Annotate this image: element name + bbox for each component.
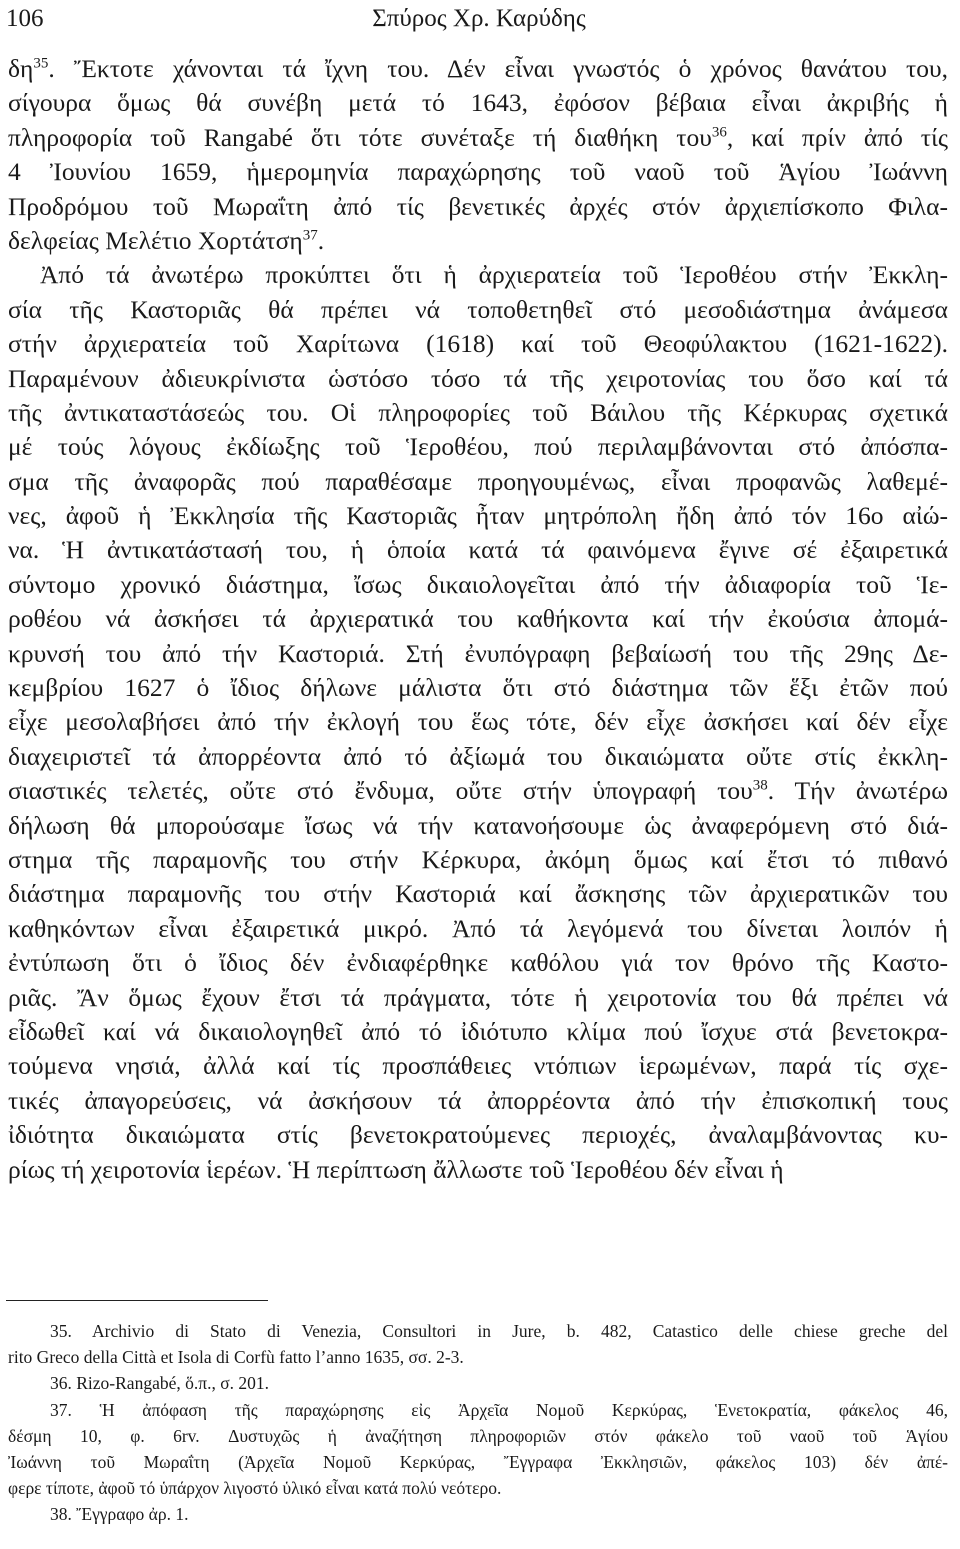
text-line (8, 740, 948, 774)
footnote-line: 37. Ἡ ἀπόφαση τῆς παραχώρησης εἰς Ἀρχεῖα Νομοῦ Κερκύρας, Ἑνετοκρατία, φάκελος 46, (50, 1399, 948, 1420)
text-line (8, 1015, 948, 1049)
text-line (8, 1118, 948, 1152)
line-text: σιαστικές τελετές, οὔτε στό ἔνδυμα, οὔτε στήν ὑπογραφή του (8, 776, 753, 806)
text-line (8, 224, 948, 258)
line-text: ριᾶς. Ἄν ὅμως ἔχουν ἔτσι τά πράγματα, τότε ἡ χειροτονία του θά πρέπει νά (8, 982, 948, 1012)
text-line (8, 396, 948, 430)
text-line (8, 86, 948, 120)
footnote-ref: 35 (33, 55, 49, 72)
line-text: καθηκόντων εἶναι ἐξαιρετικά μικρό. Ἀπό τά λεγόμενά του δίνεται λοιπόν ἡ (8, 913, 948, 943)
text-line (8, 155, 948, 189)
line-text: τικές ἀπαγορεύσεις, νά ἀσκήσουν τά ἀπορρέοντα ἀπό τήν ἐπισκοπική τους (8, 1085, 948, 1115)
text-line (8, 1153, 948, 1187)
line-text: ἰδιότητα δικαιώματα στίς βενετοκρατούμενες περιοχές, ἀναλαμβάνοντας κυ- (8, 1120, 948, 1150)
text-line (8, 293, 948, 327)
footnote-line: 36. Rizo-Rangabé, ὅ.π., σ. 201. (50, 1373, 269, 1394)
line-text: σίγουρα ὅμως θά συνέβη μετά τό 1643, ἐφόσον βέβαια εἶναι ἀκριβής ἡ (8, 88, 948, 118)
text-line (8, 981, 948, 1015)
text-line (8, 465, 948, 499)
footnote-ref: 38 (752, 777, 768, 794)
text-line (8, 533, 948, 567)
text-line (8, 1049, 948, 1083)
text-line (8, 258, 948, 292)
page-number: 106 (6, 5, 44, 32)
footnote-separator (6, 1300, 268, 1301)
line-text: ρίως τή χειροτονία ἱερέων. Ἡ περίπτωση ἄλλωστε τοῦ Ἱεροθέου δέν εἶναι ἡ (8, 1154, 784, 1184)
text-line (8, 843, 948, 877)
line-text: δήλωση θά μπορούσαμε ἴσως νά τήν κατανοήσουμε ὡς ἀναφερόμενη στό διά- (8, 810, 948, 840)
text-line (8, 946, 948, 980)
text-line (8, 637, 948, 671)
line-text-continued: , καί πρίν ἀπό τίς (726, 122, 948, 152)
line-text: δελφείας Μελέτιο Χορτάτση (8, 225, 303, 255)
running-head: Σπύρος Χρ. Καρύδης (372, 5, 586, 32)
footnote-line: φερε τίποτε, ἀφοῦ τό ὑπάρχον λιγοστό ὑλικό εἶναι κατά πολύ νεότερο. (8, 1478, 502, 1499)
line-text: διαχειριστεῖ τά ἀπορρέοντα ἀπό τό ἀξίωμά του δικαιώματα οὔτε στίς ἐκκλη- (8, 741, 948, 771)
text-line (8, 671, 948, 705)
line-text: Προδρόμου τοῦ Μωραΐτη ἀπό τίς βενετικές ἀρχές στόν ἀρχιεπίσκοπο Φιλα- (8, 191, 948, 221)
text-line (8, 327, 948, 361)
line-text: νες, ἀφοῦ ἡ Ἐκκλησία τῆς Καστοριᾶς ἦταν μητρόπολη ἤδη ἀπό τόν 16ο αἰώ- (8, 501, 948, 531)
text-line (8, 362, 948, 396)
text-line (8, 430, 948, 464)
line-text: τῆς ἀντικαταστάσεώς του. Οἱ πληροφορίες τοῦ Βάιλου τῆς Κέρκυρας σχετικά (8, 397, 948, 427)
line-text: σία τῆς Καστοριᾶς θά πρέπει νά τοποθετηθεῖ στό μεσοδιάστημα ἀνάμεσα (8, 294, 948, 324)
footnote-ref: 37 (302, 227, 318, 244)
footnote-line: rito Greco della Città et Isola di Corfù fatto l’anno 1635, σσ. 2-3. (8, 1347, 464, 1368)
text-line (8, 190, 948, 224)
line-text: κεμβρίου 1627 ὁ ἴδιος δήλωνε μάλιστα ὅτι στό διάστημα τῶν ἕξι ἐτῶν πού (8, 673, 948, 703)
line-text: στημα τῆς παραμονῆς του στήν Κέρκυρα, ἀκόμη ὅμως καί ἔτσι τό πιθανό (8, 844, 948, 874)
footnote-line: δέσμη 10, φ. 6rv. Δυστυχῶς ἡ ἀναζήτηση πληροφοριῶν στόν φάκελο τοῦ ναοῦ τοῦ Ἁγίου (8, 1425, 948, 1446)
line-text: ἐντύπωση ὅτι ὁ ἴδιος δέν ἐνδιαφέρθηκε καθόλου γιά τον θρόνο τῆς Καστο- (8, 948, 948, 978)
text-line (8, 912, 948, 946)
text-line (8, 1084, 948, 1118)
footnote-line: Ἰωάννη τοῦ Μωραΐτη (Ἀρχεῖα Νομοῦ Κερκύρας, Ἔγγραφα Ἐκκλησιῶν, φάκελος 103) δέν ἀπέ- (8, 1451, 948, 1472)
line-text: τούμενα νησιά, ἀλλά καί τίς προσπάθειες ντόπιων ἱερωμένων, παρά τίς σχε- (8, 1051, 948, 1081)
line-text-continued: . (317, 225, 325, 255)
line-text: μέ τούς λόγους ἐκδίωξης τοῦ Ἱεροθέου, πού περιλαμβάνονται στό ἀπόσπα- (8, 432, 948, 462)
footnote-line: 38. Ἔγγραφο ἀρ. 1. (50, 1504, 189, 1525)
line-text: σμα τῆς ἀναφορᾶς πού παραθέσαμε προηγουμένως, εἶναι προφανῶς λαθεμέ- (8, 466, 948, 496)
footnote-line: 35. Archivio di Stato di Venezia, Consultori in Jure, b. 482, Catastico delle chiese greche del (50, 1321, 948, 1341)
text-line (8, 877, 948, 911)
line-text: 4 Ἰουνίου 1659, ἡμερομηνία παραχώρησης τοῦ ναοῦ τοῦ Ἁγίου Ἰωάννη (8, 157, 948, 187)
line-text-continued: . Τήν ἀνωτέρω (767, 776, 948, 806)
line-text: στήν ἀρχιερατεία τοῦ Χαρίτωνα (1618) καί τοῦ Θεοφύλακτου (1621-1622). (8, 329, 948, 359)
text-line (8, 121, 948, 155)
line-text: να. Ἡ ἀντικατάστασή του, ἡ ὁποία κατά τά φαινόμενα ἔγινε σέ ἐξαιρετικά (8, 535, 948, 565)
line-text: πληροφορία τοῦ Rangabé ὅτι τότε συνέταξε τή διαθήκη του (8, 122, 712, 152)
line-text: Παραμένουν ἀδιευκρίνιστα ὡστόσο τόσο τά τῆς χειροτονίας του ὅσο καί τά (8, 363, 948, 393)
text-line (8, 774, 948, 808)
line-text-continued: . Ἔκτοτε χάνονται τά ἴχνη του. Δέν εἶναι γνωστός ὁ χρόνος θανάτου του, (48, 54, 948, 83)
footnotes (8, 1318, 948, 1528)
page-header (6, 2, 952, 36)
text-line (8, 52, 948, 86)
line-text: διάστημα παραμονῆς του στήν Καστοριά καί ἄσκησης τῶν ἀρχιερατικῶν του (8, 879, 948, 909)
line-text: ροθέου νά ἀσκήσει τά ἀρχιερατικά του καθήκοντα καί τήν ἐκούσια ἀπομά- (8, 604, 948, 634)
line-text: κρυνσή του ἀπό τήν Καστοριά. Στή ἐνυπόγραφη βεβαίωσή του τῆς 29ης Δε- (8, 638, 948, 668)
text-line (8, 705, 948, 739)
footnote-ref: 36 (711, 124, 727, 141)
text-line (8, 809, 948, 843)
text-line (8, 499, 948, 533)
line-text: σύντομο χρονικό διάστημα, ἴσως δικαιολογεῖται ἀπό τήν ἀδιαφορία τοῦ Ἱε- (8, 569, 948, 599)
line-text: Ἀπό τά ἀνωτέρω προκύπτει ὅτι ἡ ἀρχιερατεία τοῦ Ἱεροθέου στήν Ἐκκλη- (40, 260, 948, 290)
line-text: εἶδωθεῖ καί νά δικαιολογηθεῖ ἀπό τό ἰδιότυπο κλίμα πού ἴσχυε στά βενετοκρα- (8, 1016, 948, 1046)
line-text: δη (8, 54, 34, 83)
text-line (8, 602, 948, 636)
body-text (8, 52, 948, 1187)
text-line (8, 568, 948, 602)
line-text: εἶχε μεσολαβήσει ἀπό τήν ἐκλογή του ἕως τότε, δέν εἶχε ἀσκήσει καί δέν εἶχε (8, 707, 948, 737)
